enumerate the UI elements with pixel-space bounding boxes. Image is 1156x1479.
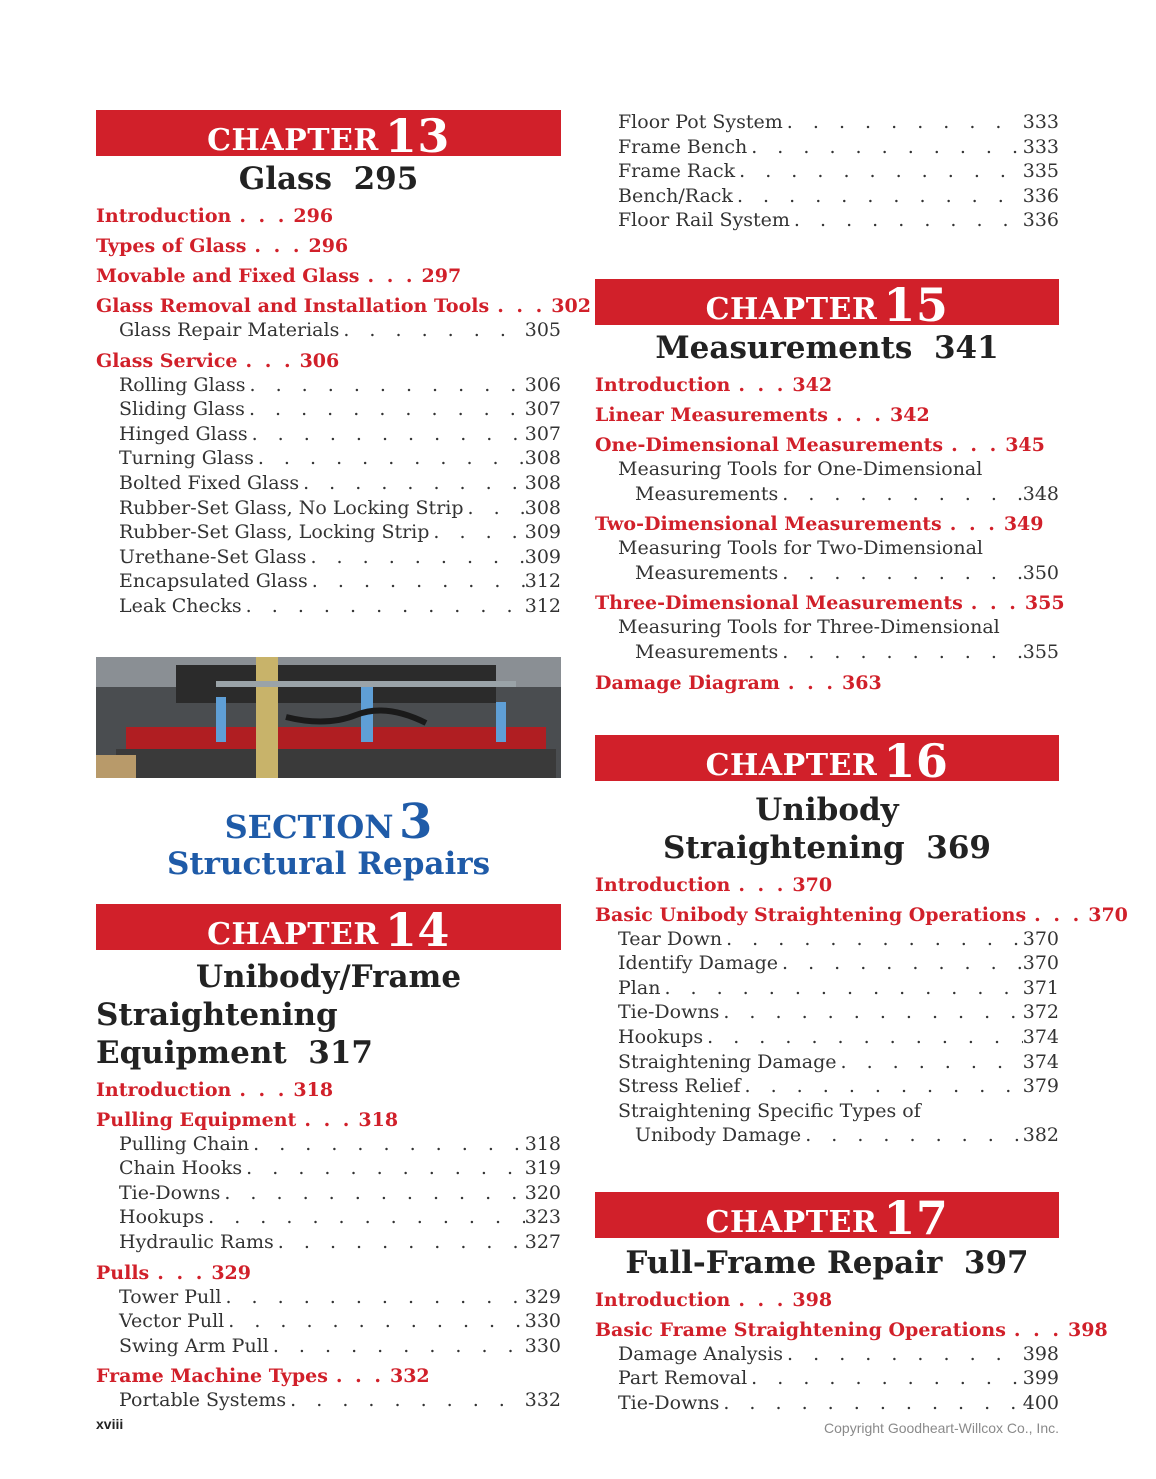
toc-entry-title: Tie-Downs xyxy=(119,1181,221,1204)
toc-entry-title-continued: Measurements xyxy=(635,482,779,505)
toc-major-entry xyxy=(595,873,1059,897)
toc-major-entry xyxy=(595,512,1059,536)
toc-entry-title: Rubber-Set Glass, Locking Strip xyxy=(119,521,430,544)
chapter-14-bar xyxy=(96,902,561,957)
toc-major-entry xyxy=(595,1288,1059,1312)
toc-entry-page: 355 xyxy=(1024,592,1065,615)
toc-entry-page: 329 xyxy=(524,1285,561,1308)
toc-minor-entry xyxy=(96,422,561,447)
toc-minor-entry xyxy=(595,1074,1059,1099)
toc-leader-dots: . . . xyxy=(787,671,836,694)
toc-minor-entry xyxy=(96,520,561,545)
toc-major-entry xyxy=(595,671,1059,695)
toc-entry-page: 332 xyxy=(524,1389,561,1412)
toc-leader-dots xyxy=(464,496,525,521)
toc-minor-entry xyxy=(96,397,561,422)
chapter-17-title xyxy=(595,1244,1059,1282)
toc-major-entry xyxy=(595,433,1059,457)
toc-entry-title: Chain Hooks xyxy=(119,1157,243,1180)
toc-minor-entry xyxy=(595,615,1059,640)
toc-entry-page: 319 xyxy=(524,1157,561,1180)
chapter-title-page: 369 xyxy=(926,829,991,866)
chapter-17-bar xyxy=(595,1190,1059,1245)
toc-entry-page: 302 xyxy=(551,295,591,317)
toc-leader-dots xyxy=(778,482,1023,507)
toc-major-entry xyxy=(96,234,561,258)
toc-minor-entry xyxy=(96,1309,561,1334)
toc-entry-title: Encapsulated Glass xyxy=(119,570,308,593)
toc-entry-title: Tie-Downs xyxy=(618,1392,720,1415)
toc-major-entry xyxy=(96,294,591,318)
toc-minor-entry xyxy=(96,373,561,398)
toc-leader-dots: . . . xyxy=(1013,1318,1062,1341)
toc-leader-dots xyxy=(783,1342,1023,1367)
frame-rack-illustration xyxy=(96,657,561,778)
chapter-16-title xyxy=(595,791,1059,867)
toc-minor-entry xyxy=(595,976,1059,1001)
toc-entry-page: 306 xyxy=(299,349,340,372)
toc-major-entry xyxy=(96,1078,561,1102)
toc-minor-entry xyxy=(96,471,561,496)
toc-entry-page: 370 xyxy=(1088,903,1128,926)
chapter-number: 17 xyxy=(883,1190,949,1245)
toc-minor-entry xyxy=(595,208,1059,233)
chapter-14-toc xyxy=(96,1078,561,1413)
toc-entry-title: Introduction xyxy=(595,373,731,396)
toc-major-entry xyxy=(96,1261,561,1285)
toc-leader-dots xyxy=(836,1050,1022,1075)
toc-leader-dots xyxy=(221,1285,524,1310)
chapter-14-toc-continued xyxy=(595,110,1059,233)
toc-entry-page: 342 xyxy=(792,373,833,396)
toc-entry-page: 308 xyxy=(524,496,561,519)
toc-entry-title: Glass Removal and Installation Tools xyxy=(96,295,490,317)
toc-leader-dots xyxy=(246,373,525,398)
toc-entry-title: Straightening Specific Types of xyxy=(618,1099,921,1122)
toc-entry-title: Glass Repair Materials xyxy=(119,319,340,341)
toc-entry-page: 307 xyxy=(524,422,561,445)
toc-entry-page: 312 xyxy=(524,594,561,617)
chapter-14-title xyxy=(96,958,561,1072)
toc-entry-title: Plan xyxy=(618,976,661,999)
toc-minor-entry xyxy=(595,1342,1059,1367)
toc-leader-dots xyxy=(660,976,1022,1001)
toc-entry-title: Pulling Chain xyxy=(119,1132,250,1155)
toc-minor-entry xyxy=(96,1205,561,1230)
toc-entry-title: Basic Unibody Straightening Operations xyxy=(595,903,1027,926)
chapter-number: 15 xyxy=(883,277,949,332)
toc-entry-title: Measuring Tools for Three-Dimensional xyxy=(618,616,1000,639)
toc-entry-page: 296 xyxy=(308,235,349,257)
toc-minor-entry-continued xyxy=(595,561,1059,586)
chapter-number: 16 xyxy=(883,733,949,788)
toc-major-entry xyxy=(96,264,561,288)
chapter-title-page: 317 xyxy=(308,1034,373,1071)
toc-entry-title-continued: Measurements xyxy=(635,561,779,584)
toc-leader-dots xyxy=(299,471,525,496)
toc-leader-dots xyxy=(719,1000,1022,1025)
toc-entry-page: 355 xyxy=(1022,640,1059,663)
toc-entry-title: Movable and Fixed Glass xyxy=(96,265,360,287)
toc-entry-title: Straightening Damage xyxy=(618,1050,837,1073)
toc-leader-dots xyxy=(735,159,1023,184)
toc-entry-page: 398 xyxy=(1068,1318,1108,1341)
section-3-heading xyxy=(96,794,561,882)
toc-entry-page: 363 xyxy=(842,671,882,694)
toc-leader-dots: . . . xyxy=(951,433,1000,456)
toc-entry-page: 379 xyxy=(1022,1075,1059,1098)
toc-entry-page: 335 xyxy=(1022,160,1059,183)
toc-entry-title: Bench/Rack xyxy=(618,184,733,207)
toc-entry-page: 348 xyxy=(1022,482,1059,505)
chapter-title-text: Glass xyxy=(238,161,332,197)
toc-leader-dots xyxy=(703,1025,1023,1050)
toc-leader-dots xyxy=(801,1123,1023,1148)
toc-entry-title: One-Dimensional Measurements xyxy=(595,433,944,456)
toc-entry-page: 327 xyxy=(524,1230,561,1253)
toc-leader-dots xyxy=(747,1366,1023,1391)
toc-leader-dots: . . . xyxy=(335,1365,384,1388)
toc-major-entry xyxy=(96,204,561,228)
toc-leader-dots: . . . xyxy=(738,873,787,896)
toc-leader-dots: . . . xyxy=(245,349,294,372)
toc-leader-dots xyxy=(783,110,1023,135)
toc-minor-entry-continued xyxy=(595,482,1059,507)
toc-entry-title: Tear Down xyxy=(618,927,723,950)
toc-entry-page: 329 xyxy=(211,1261,251,1284)
chapter-word: CHAPTER xyxy=(705,1204,878,1240)
toc-leader-dots xyxy=(242,1156,525,1181)
toc-entry-page: 296 xyxy=(293,205,334,227)
toc-minor-entry xyxy=(595,1050,1059,1075)
toc-minor-entry xyxy=(595,927,1059,952)
toc-leader-dots xyxy=(249,1132,525,1157)
toc-leader-dots xyxy=(339,318,524,343)
toc-leader-dots: . . . xyxy=(1034,903,1083,926)
toc-entry-title: Measuring Tools for One-Dimensional xyxy=(618,457,983,480)
copyright-notice: Copyright Goodheart-Willcox Co., Inc. xyxy=(824,1420,1059,1436)
toc-leader-dots: . . . xyxy=(304,1108,353,1131)
toc-leader-dots xyxy=(733,184,1023,209)
toc-minor-entry xyxy=(96,1230,561,1255)
toc-minor-entry-continued xyxy=(595,640,1059,665)
toc-entry-title: Hookups xyxy=(618,1025,704,1048)
toc-minor-entry xyxy=(96,446,561,471)
toc-entry-title: Vector Pull xyxy=(119,1310,225,1333)
toc-entry-page: 297 xyxy=(421,265,462,287)
toc-leader-dots: . . . xyxy=(738,373,787,396)
toc-entry-page: 345 xyxy=(1005,433,1045,456)
toc-entry-page: 374 xyxy=(1022,1050,1059,1073)
section-number: 3 xyxy=(399,793,433,850)
chapter-title-text: Full-Frame Repair xyxy=(625,1244,943,1281)
toc-leader-dots xyxy=(245,397,525,422)
chapter-title-page: 341 xyxy=(933,329,999,366)
toc-minor-entry xyxy=(595,1391,1059,1416)
toc-entry-title: Identify Damage xyxy=(618,952,778,975)
toc-minor-entry xyxy=(595,135,1059,160)
toc-leader-dots xyxy=(274,1230,525,1255)
toc-entry-page: 370 xyxy=(1022,952,1059,975)
toc-minor-entry xyxy=(96,594,561,619)
toc-leader-dots xyxy=(778,640,1023,665)
chapter-15-toc xyxy=(595,373,1065,695)
toc-entry-title-continued: Measurements xyxy=(635,640,779,663)
toc-minor-entry xyxy=(595,536,1059,561)
toc-minor-entry xyxy=(96,1388,561,1413)
toc-leader-dots: . . . xyxy=(239,205,288,227)
toc-entry-page: 306 xyxy=(524,373,561,396)
toc-leader-dots: . . . xyxy=(497,295,546,317)
toc-entry-page: 333 xyxy=(1022,135,1059,158)
toc-entry-page: 349 xyxy=(1003,513,1044,536)
right-column xyxy=(595,110,1128,1416)
toc-entry-title: Three-Dimensional Measurements xyxy=(595,592,963,615)
toc-leader-dots xyxy=(220,1181,524,1206)
toc-minor-entry xyxy=(595,1025,1059,1050)
toc-entry-title: Sliding Glass xyxy=(119,398,245,421)
toc-entry-page: 323 xyxy=(524,1206,561,1229)
left-column xyxy=(96,109,591,1413)
toc-minor-entry xyxy=(96,496,561,521)
chapter-title-page: 295 xyxy=(353,161,419,197)
toc-entry-title: Stress Relief xyxy=(618,1075,741,1098)
toc-entry-title: Bolted Fixed Glass xyxy=(119,471,300,494)
toc-entry-page: 382 xyxy=(1022,1124,1059,1147)
chapter-word: CHAPTER xyxy=(705,747,878,783)
chapter-number: 14 xyxy=(384,902,450,957)
toc-minor-entry xyxy=(96,318,561,343)
toc-entry-title: Introduction xyxy=(595,873,731,896)
toc-entry-page: 305 xyxy=(524,319,561,341)
toc-entry-page: 336 xyxy=(1022,209,1059,232)
toc-minor-entry-continued xyxy=(595,1123,1059,1148)
toc-leader-dots xyxy=(741,1074,1023,1099)
toc-entry-title-continued: Unibody Damage xyxy=(635,1124,802,1147)
toc-major-entry xyxy=(96,1364,561,1388)
toc-entry-page: 336 xyxy=(1022,184,1059,207)
toc-entry-title: Turning Glass xyxy=(119,447,254,470)
toc-entry-title: Leak Checks xyxy=(119,594,242,617)
toc-entry-page: 332 xyxy=(389,1365,430,1388)
toc-entry-page: 374 xyxy=(1022,1025,1059,1048)
toc-major-entry xyxy=(595,373,1059,397)
toc-minor-entry xyxy=(595,184,1059,209)
toc-entry-title: Swing Arm Pull xyxy=(119,1334,269,1357)
toc-minor-entry xyxy=(595,951,1059,976)
toc-entry-page: 372 xyxy=(1022,1001,1059,1024)
toc-entry-page: 308 xyxy=(524,471,561,494)
toc-leader-dots xyxy=(248,422,525,447)
toc-leader-dots xyxy=(790,208,1023,233)
chapter-title-text: Unibody Straightening xyxy=(662,791,905,866)
toc-leader-dots xyxy=(306,545,524,570)
toc-entry-title: Hookups xyxy=(119,1206,205,1229)
toc-leader-dots xyxy=(747,135,1023,160)
toc-entry-title: Portable Systems xyxy=(119,1389,287,1412)
toc-leader-dots xyxy=(242,594,525,619)
toc-minor-entry xyxy=(96,1285,561,1310)
chapter-title-line1: Unibody/Frame xyxy=(195,958,462,995)
toc-leader-dots xyxy=(286,1388,525,1413)
toc-entry-page: 370 xyxy=(792,873,833,896)
toc-entry-page: 318 xyxy=(524,1132,561,1155)
toc-minor-entry xyxy=(595,1366,1059,1391)
toc-entry-page: 350 xyxy=(1022,561,1059,584)
toc-major-entry xyxy=(96,1108,561,1132)
toc-leader-dots: . . . xyxy=(239,1078,288,1101)
chapter-word: CHAPTER xyxy=(705,291,878,327)
toc-leader-dots xyxy=(204,1205,525,1230)
chapter-13-title xyxy=(96,160,561,198)
toc-entry-page: 371 xyxy=(1022,976,1059,999)
toc-leader-dots xyxy=(269,1334,525,1359)
chapter-15-bar xyxy=(595,277,1059,332)
toc-leader-dots: . . . xyxy=(949,513,998,536)
toc-minor-entry xyxy=(96,1334,561,1359)
toc-leader-dots: . . . xyxy=(835,403,885,426)
toc-entry-title: Tie-Downs xyxy=(618,1001,720,1024)
toc-major-entry xyxy=(595,1318,1108,1342)
chapter-17-toc xyxy=(595,1288,1108,1416)
frame-rack-photo xyxy=(96,657,561,778)
toc-entry-title: Introduction xyxy=(96,205,232,227)
toc-leader-dots xyxy=(254,446,525,471)
chapter-16-bar xyxy=(595,733,1059,788)
chapter-number: 13 xyxy=(384,109,450,163)
toc-leader-dots: . . . xyxy=(157,1261,206,1284)
toc-entry-page: 370 xyxy=(1022,927,1059,950)
toc-entry-title: Damage Analysis xyxy=(618,1342,784,1365)
toc-major-entry xyxy=(595,591,1065,615)
toc-major-entry xyxy=(96,349,561,373)
chapter-title-page: 397 xyxy=(963,1244,1029,1281)
toc-leader-dots xyxy=(429,520,524,545)
chapter-16-toc xyxy=(595,873,1128,1148)
toc-entry-page: 312 xyxy=(524,570,561,593)
toc-entry-title: Damage Diagram xyxy=(595,671,780,694)
chapter-13-toc xyxy=(96,204,591,619)
toc-entry-title: Pulls xyxy=(96,1261,150,1284)
toc-entry-page: 308 xyxy=(524,447,561,470)
toc-minor-entry xyxy=(96,1132,561,1157)
page-number: xviii xyxy=(96,1416,124,1432)
toc-major-entry xyxy=(595,903,1128,927)
chapter-word: CHAPTER xyxy=(207,123,379,158)
toc-entry-title: Frame Machine Types xyxy=(96,1365,328,1388)
toc-entry-title: Linear Measurements xyxy=(595,403,828,426)
toc-leader-dots: . . . xyxy=(254,235,303,257)
toc-entry-title: Types of Glass xyxy=(96,235,247,257)
toc-entry-title: Glass Service xyxy=(96,349,238,372)
toc-leader-dots: . . . xyxy=(970,592,1019,615)
toc-leader-dots: . . . xyxy=(367,265,416,287)
toc-minor-entry xyxy=(595,457,1059,482)
toc-entry-title: Hydraulic Rams xyxy=(119,1230,274,1253)
toc-entry-page: 398 xyxy=(792,1288,833,1311)
chapter-title-text: Measurements xyxy=(655,329,913,366)
chapter-13-bar xyxy=(96,109,561,163)
toc-entry-title: Introduction xyxy=(96,1078,232,1101)
toc-major-entry xyxy=(595,403,1059,427)
toc-entry-title: Frame Bench xyxy=(618,135,748,158)
toc-entry-title: Rubber-Set Glass, No Locking Strip xyxy=(119,496,464,519)
toc-entry-title: Urethane-Set Glass xyxy=(119,545,307,568)
toc-minor-entry xyxy=(96,569,561,594)
toc-leader-dots xyxy=(308,569,525,594)
toc-entry-page: 333 xyxy=(1022,111,1059,133)
toc-entry-title: Tower Pull xyxy=(119,1285,222,1308)
section-word: SECTION xyxy=(224,807,394,846)
toc-leader-dots xyxy=(778,561,1023,586)
toc-leader-dots xyxy=(722,927,1023,952)
toc-entry-title: Pulling Equipment xyxy=(96,1108,297,1131)
toc-entry-page: 307 xyxy=(524,398,561,421)
toc-minor-entry xyxy=(96,1156,561,1181)
toc-entry-title: Rolling Glass xyxy=(119,373,246,396)
toc-entry-page: 330 xyxy=(524,1334,561,1357)
toc-entry-page: 400 xyxy=(1022,1392,1059,1415)
toc-entry-title: Frame Rack xyxy=(618,160,736,183)
toc-entry-page: 398 xyxy=(1022,1342,1059,1365)
toc-entry-title: Introduction xyxy=(595,1288,731,1311)
toc-minor-entry xyxy=(595,1000,1059,1025)
toc-entry-page: 318 xyxy=(293,1078,334,1101)
toc-entry-page: 342 xyxy=(890,403,930,426)
toc-entry-title: Hinged Glass xyxy=(119,422,248,445)
toc-entry-title: Floor Rail System xyxy=(618,209,790,232)
toc-minor-entry xyxy=(595,159,1059,184)
toc-leader-dots xyxy=(719,1391,1022,1416)
toc-entry-page: 318 xyxy=(358,1108,399,1131)
chapter-title-line2: Straightening Equipment xyxy=(96,996,338,1071)
toc-leader-dots xyxy=(778,951,1023,976)
toc-entry-page: 399 xyxy=(1022,1367,1059,1390)
toc-leader-dots: . . . xyxy=(738,1288,787,1311)
chapter-15-title xyxy=(595,329,1059,367)
toc-entry-title: Two-Dimensional Measurements xyxy=(595,513,942,536)
toc-entry-title: Part Removal xyxy=(618,1367,748,1390)
toc-minor-entry xyxy=(595,110,1059,135)
toc-minor-entry xyxy=(96,545,561,570)
toc-minor-entry xyxy=(96,1181,561,1206)
toc-entry-page: 309 xyxy=(524,521,561,544)
toc-entry-page: 309 xyxy=(524,545,561,568)
toc-entry-title: Basic Frame Straightening Operations xyxy=(595,1318,1006,1341)
toc-entry-title: Floor Pot System xyxy=(618,111,783,133)
chapter-word: CHAPTER xyxy=(207,916,379,952)
section-title: Structural Repairs xyxy=(166,845,491,882)
toc-leader-dots xyxy=(224,1309,525,1334)
toc-entry-page: 320 xyxy=(524,1181,561,1204)
toc-entry-title: Measuring Tools for Two-Dimensional xyxy=(618,537,983,560)
toc-entry-page: 330 xyxy=(524,1310,561,1333)
toc-minor-entry xyxy=(595,1099,1059,1124)
